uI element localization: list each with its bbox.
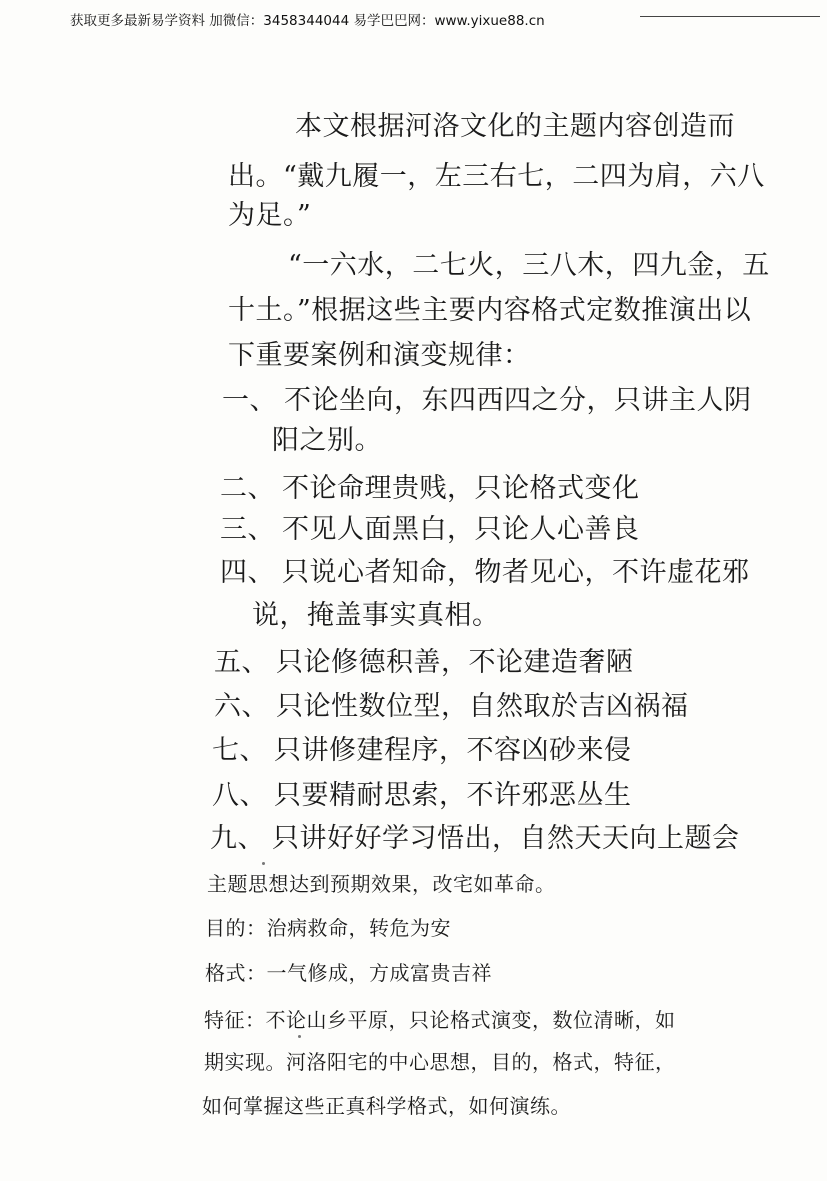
item-text: 只要精耐思索，不许邪恶丛生 xyxy=(274,780,632,811)
intro-line-5: 十土。”根据这些主要内容格式定数推演出以 xyxy=(228,295,752,326)
item-number: 三、 xyxy=(220,514,275,545)
item-text: 不见人面黑白，只论人心善良 xyxy=(282,514,640,545)
list-item xyxy=(214,684,689,723)
item-text: 只讲好好学习悟出，自然天天向上题会 xyxy=(272,823,740,854)
conclusion-line-1: 主题思想达到预期效果，改宅如革命。 xyxy=(207,872,556,896)
item-text: 只论性数位型，自然取於吉凶祸福 xyxy=(276,691,689,722)
list-item xyxy=(214,640,634,679)
conclusion-line-3: 格式：一气修成，方成富贵吉祥 xyxy=(205,961,492,985)
item-continuation: 阳之别。 xyxy=(272,425,382,456)
scan-speck xyxy=(262,862,265,865)
conclusion-line-4: 特征：不论山乡平原，只论格式演变，数位清晰，如 xyxy=(204,1008,676,1032)
item-text: 只论修德积善，不论建造奢陋 xyxy=(276,647,634,678)
item-number: 五、 xyxy=(214,647,269,678)
item-number: 二、 xyxy=(220,473,275,504)
item-number: 七、 xyxy=(212,735,267,766)
list-item xyxy=(222,378,752,417)
item-number: 四、 xyxy=(220,557,275,588)
item-text: 只讲修建程序，不容凶砂来侵 xyxy=(274,735,632,766)
intro-line-2: 出。“戴九履一，左三右七，二四为肩，六八 xyxy=(228,161,765,192)
list-item xyxy=(212,773,632,812)
item-continuation: 说，掩盖事实真相。 xyxy=(252,600,500,631)
header-rule xyxy=(640,16,820,17)
list-item xyxy=(220,466,640,505)
item-number: 八、 xyxy=(212,780,267,811)
conclusion-line-6: 如何掌握这些正真科学格式，如何演练。 xyxy=(202,1094,571,1118)
conclusion-line-5: 期实现。河洛阳宅的中心思想，目的，格式，特征， xyxy=(204,1050,676,1074)
intro-line-6: 下重要案例和演变规律： xyxy=(228,340,531,371)
item-number: 六、 xyxy=(214,691,269,722)
intro-line-4: “一六水，二七火，三八木，四九金，五 xyxy=(288,250,770,281)
intro-line-1: 本文根据河洛文化的主题内容创造而 xyxy=(295,111,735,142)
scan-speck xyxy=(298,1035,301,1038)
list-item xyxy=(212,728,632,767)
item-number: 一、 xyxy=(222,385,277,416)
list-item xyxy=(210,816,740,855)
list-item xyxy=(220,507,640,546)
item-text: 不论坐向，东四西四之分，只讲主人阴 xyxy=(284,385,752,416)
item-text: 不论命理贵贱，只论格式变化 xyxy=(282,473,640,504)
conclusion-line-2: 目的：治病救命，转危为安 xyxy=(205,916,451,940)
watermark-header: 获取更多最新易学资料 加微信：3458344044 易学巴巴网：www.yixue88.cn xyxy=(70,13,545,29)
list-item xyxy=(220,550,750,589)
item-text: 只说心者知命，物者见心，不许虚花邪 xyxy=(282,557,750,588)
item-number: 九、 xyxy=(210,823,265,854)
intro-line-3: 为足。” xyxy=(228,200,312,231)
